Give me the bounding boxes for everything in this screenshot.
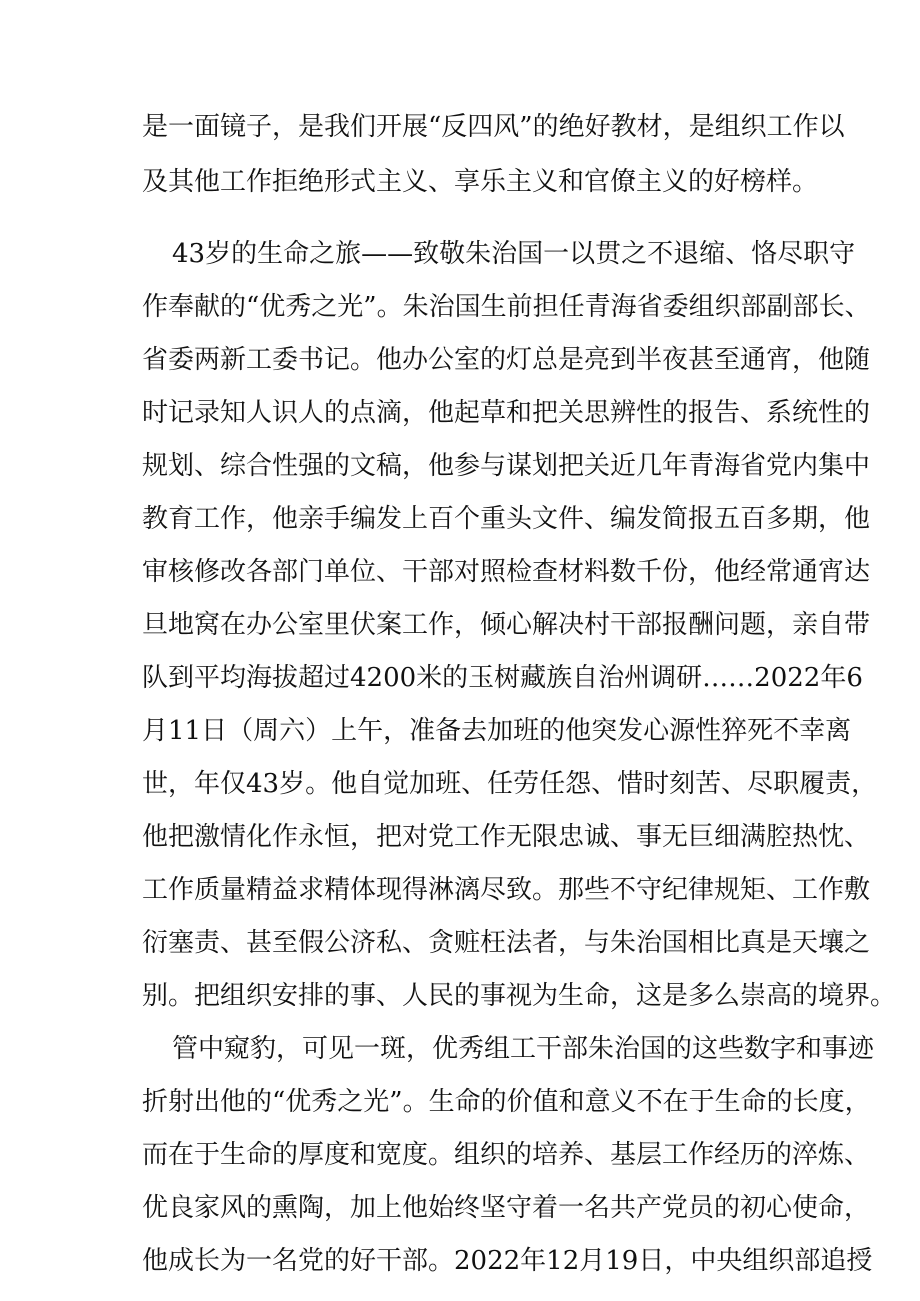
text-line: 世，年仅43岁。他自觉加班、任劳任怨、惜时刻苦、尽职履责， bbox=[142, 769, 878, 799]
text-line: 优良家风的熏陶，加上他始终坚守着一名共产党员的初心使命， bbox=[142, 1193, 871, 1223]
text-line: 是一面镜子，是我们开展“反四风”的绝好教材，是组织工作以 bbox=[142, 112, 845, 142]
text-line: 作奉献的“优秀之光”。朱治国生前担任青海省委组织部副部长、 bbox=[142, 292, 871, 322]
text-line: 审核修改各部门单位、干部对照检查材料数千份，他经常通宵达 bbox=[142, 557, 871, 587]
text-line: 折射出他的“优秀之光”。生命的价值和意义不在于生命的长度， bbox=[142, 1087, 871, 1117]
text-line: 工作质量精益求精体现得淋漓尽致。那些不守纪律规矩、工作敷 bbox=[142, 875, 871, 905]
text-line: 旦地窝在办公室里伏案工作，倾心解决村干部报酬问题，亲自带 bbox=[142, 610, 871, 640]
text-line: 43岁的生命之旅——致敬朱治国一以贯之不退缩、恪尽职守 bbox=[172, 239, 856, 269]
text-line: 及其他工作拒绝形式主义、享乐主义和官僚主义的好榜样。 bbox=[142, 167, 819, 197]
text-line: 衍塞责、甚至假公济私、贪赃枉法者，与朱治国相比真是天壤之 bbox=[142, 928, 871, 958]
text-line: 教育工作，他亲手编发上百个重头文件、编发简报五百多期，他 bbox=[142, 504, 871, 534]
text-line: 他把激情化作永恒，把对党工作无限忠诚、事无巨细满腔热忱、 bbox=[142, 822, 871, 852]
text-line: 月11日（周六）上午，准备去加班的他突发心源性猝死不幸离 bbox=[142, 716, 852, 746]
text-line: 别。把组织安排的事、人民的事视为生命，这是多么崇高的境界。 bbox=[142, 981, 897, 1011]
text-line: 省委两新工委书记。他办公室的灯总是亮到半夜甚至通宵，他随 bbox=[142, 345, 871, 375]
text-line: 队到平均海拔超过4200米的玉树藏族自治州调研……2022年6 bbox=[142, 663, 863, 693]
text-line: 时记录知人识人的点滴，他起草和把关思辨性的报告、系统性的 bbox=[142, 398, 871, 428]
text-line: 管中窥豹，可见一斑，优秀组工干部朱治国的这些数字和事迹 bbox=[172, 1034, 875, 1064]
text-line: 他成长为一名党的好干部。2022年12月19日，中央组织部追授 bbox=[142, 1246, 873, 1276]
text-line: 规划、综合性强的文稿，他参与谋划把关近几年青海省党内集中 bbox=[142, 451, 871, 481]
text-line: 而在于生命的厚度和宽度。组织的培养、基层工作经历的淬炼、 bbox=[142, 1140, 871, 1170]
